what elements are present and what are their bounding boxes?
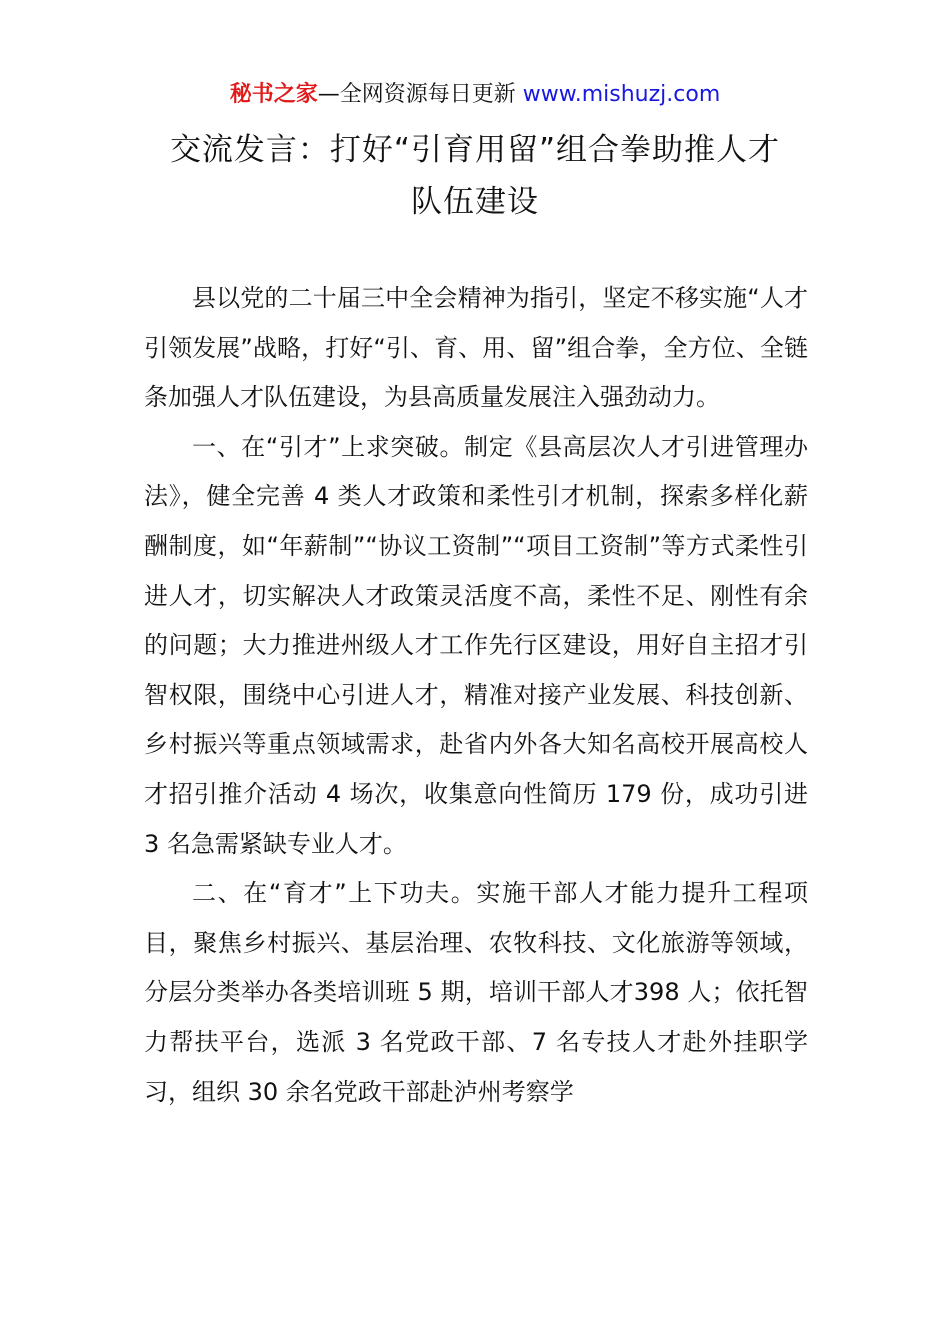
- document-title: [0, 124, 950, 228]
- site-tagline: —全网资源每日更新: [317, 82, 523, 107]
- paragraph-intro: 县以党的二十届三中全会精神为指引，坚定不移实施“人才引领发展”战略，打好“引、育、用、留”组合拳，全方位、全链条加强人才队伍建设，为县高质量发展注入强劲动力。: [144, 284, 808, 412]
- document-body: [144, 274, 808, 1117]
- site-brand: 秘书之家: [229, 82, 318, 107]
- paragraph-talent-cultivation: 二、在“育才”上下功夫。实施干部人才能力提升工程项目，聚焦乡村振兴、基层治理、农牧科技、文化旅游等领域，分层分类举办各类培训班 5 期，培训干部人才398 人；依托智力帮扶平台，选派 3 名党政干部、7 名专技人才赴外挂职学习，组织 30 余名党政干部赴泸州考察学: [144, 879, 808, 1106]
- site-header: [0, 80, 950, 110]
- site-url-link[interactable]: www.mishuzj.com: [522, 82, 721, 107]
- paragraph-talent-attraction: 一、在“引才”上求突破。制定《县高层次人才引进管理办法》，健全完善 4 类人才政策和柔性引才机制，探索多样化薪酬制度，如“年薪制”“协议工资制”“项目工资制”等方式柔性引进人才，切实解决人才政策灵活度不高，柔性不足、刚性有余的问题；大力推进州级人才工作先行区建设，用好自主招才引智权限，围绕中心引进人才，精准对接产业发展、科技创新、乡村振兴等重点领域需求，赴省内外各大知名高校开展高校人才招引推介活动 4 场次，收集意向性简历 179 份，成功引进 3 名急需紧缺专业人才。: [144, 432, 808, 858]
- title-line-2: 队伍建设: [411, 184, 539, 220]
- title-line-1: 交流发言：打好“引育用留”组合拳助推人才: [169, 132, 781, 168]
